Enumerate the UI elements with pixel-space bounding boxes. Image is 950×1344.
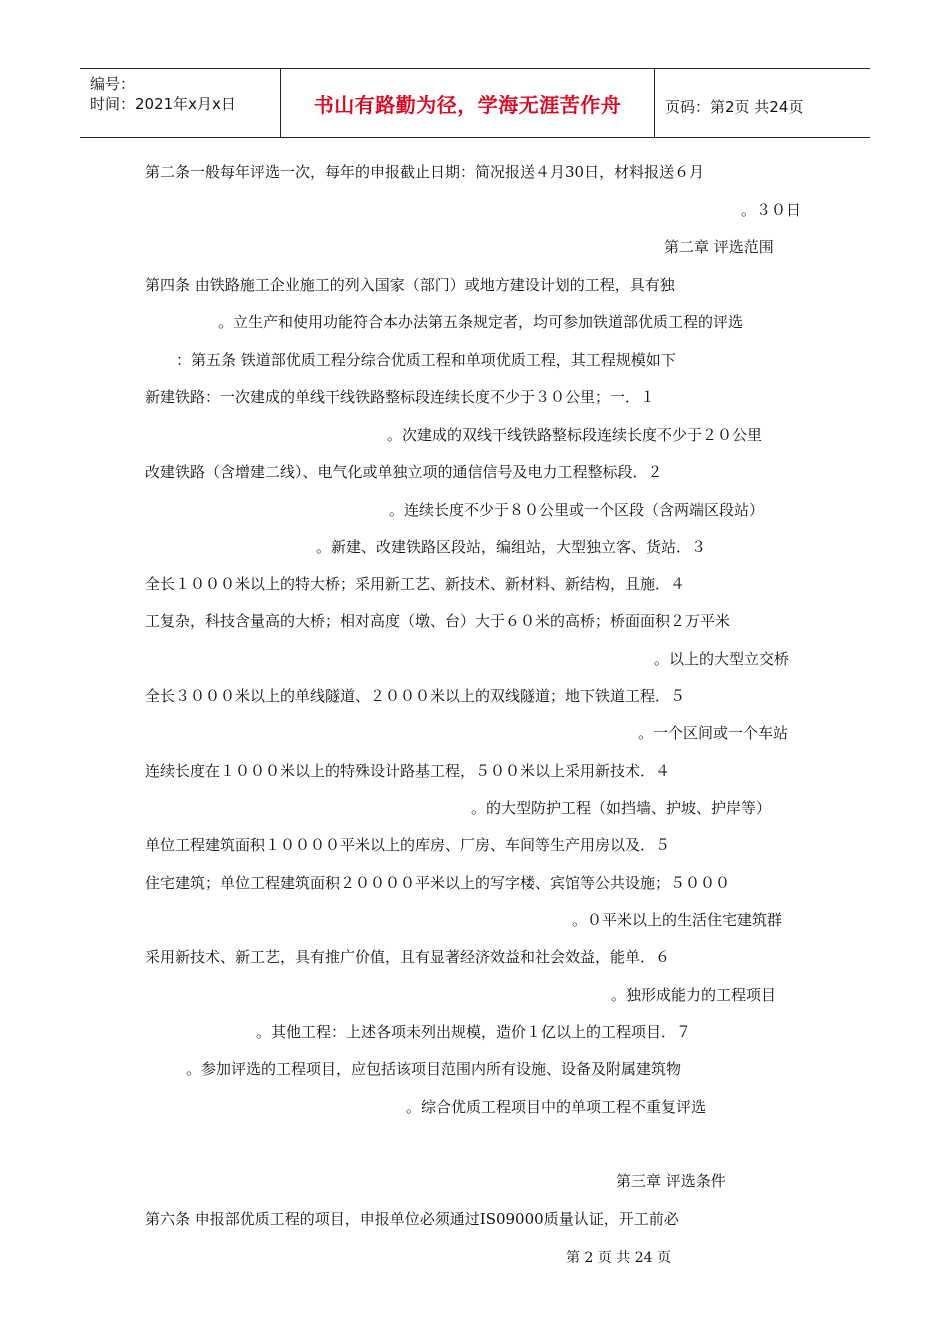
body-line: 。连续长度不少于８０公里或一个区段（含两端区段站）	[389, 501, 765, 519]
document-date-label: 时间：2021年x月x日	[90, 95, 236, 113]
body-line: 。一个区间或一个车站	[638, 724, 789, 742]
body-line: 。其他工程：上述各项未列出规模，造价１亿以上的工程项目．７	[256, 1023, 692, 1041]
header-page-cell	[654, 69, 871, 137]
body-line: 。独形成能力的工程项目	[611, 986, 777, 1004]
body-line: 。３０日	[741, 201, 802, 219]
page-header	[80, 68, 870, 138]
body-line: 连续长度在１０００米以上的特殊设计路基工程，５００米以上采用新技术．４	[145, 762, 671, 780]
header-meta-cell	[80, 69, 281, 137]
body-line: 。以上的大型立交桥	[654, 650, 790, 668]
body-line: 采用新技术、新工艺，具有推广价值，且有显著经济效益和社会效益，能单．６	[145, 948, 671, 966]
body-line: ：第五条 铁道部优质工程分综合优质工程和单项优质工程，其工程规模如下	[176, 351, 676, 369]
header-motto: 书山有路勤为径，学海无涯苦作舟	[313, 92, 622, 117]
body-line: 第二条一般每年评选一次，每年的申报截止日期：简况报送４月30日，材料报送６月	[145, 163, 705, 181]
body-line: 单位工程建筑面积１００００平米以上的库房、厂房、车间等生产用房以及．５	[145, 836, 671, 854]
header-page-info: 页码：第2页 共24页	[665, 98, 804, 116]
body-line: 全长１０００米以上的特大桥；采用新工艺、新技术、新材料、新结构，且施．４	[145, 575, 686, 593]
body-line: 第四条 由铁路施工企业施工的列入国家（部门）或地方建设计划的工程，具有独	[145, 276, 675, 294]
body-line: 住宅建筑；单位工程建筑面积２００００平米以上的写字楼、宾馆等公共设施；５０００	[145, 874, 731, 892]
header-motto-cell	[281, 69, 654, 137]
section-heading: 第二章 评选范围	[664, 238, 774, 256]
body-line: 。综合优质工程项目中的单项工程不重复评选	[406, 1098, 707, 1116]
body-line: 改建铁路（含增建二线）、电气化或单独立项的通信信号及电力工程整标段．２	[145, 463, 663, 481]
page-footer: 第 2 页 共 24 页	[566, 1250, 671, 1266]
body-line: 。０平米以上的生活住宅建筑群	[572, 911, 783, 929]
document-number-label: 编号：	[90, 75, 136, 93]
body-line: 。新建、改建铁路区段站，编组站，大型独立客、货站．３	[316, 538, 707, 556]
body-line: 。的大型防护工程（如挡墙、护坡、护岸等）	[471, 799, 772, 817]
body-line: 工复杂，科技含量高的大桥；相对高度（墩、台）大于６０米的高桥；桥面面积２万平米	[145, 612, 731, 630]
body-line: 第六条 申报部优质工程的项目，申报单位必须通过IS09000质量认证，开工前必	[145, 1210, 679, 1228]
section-heading: 第三章 评选条件	[616, 1172, 726, 1190]
body-line: 。参加评选的工程项目，应包括该项目范围内所有设施、设备及附属建筑物	[186, 1060, 682, 1078]
body-line: 全长３０００米以上的单线隧道、２０００米以上的双线隧道；地下铁道工程．５	[145, 687, 686, 705]
body-line: 。次建成的双线干线铁路整标段连续长度不少于２０公里	[387, 426, 763, 444]
body-line: 。立生产和使用功能符合本办法第五条规定者，均可参加铁道部优质工程的评选	[218, 313, 744, 331]
body-line: 新建铁路：一次建成的单线干线铁路整标段连续长度不少于３０公里；一．１	[145, 388, 656, 406]
